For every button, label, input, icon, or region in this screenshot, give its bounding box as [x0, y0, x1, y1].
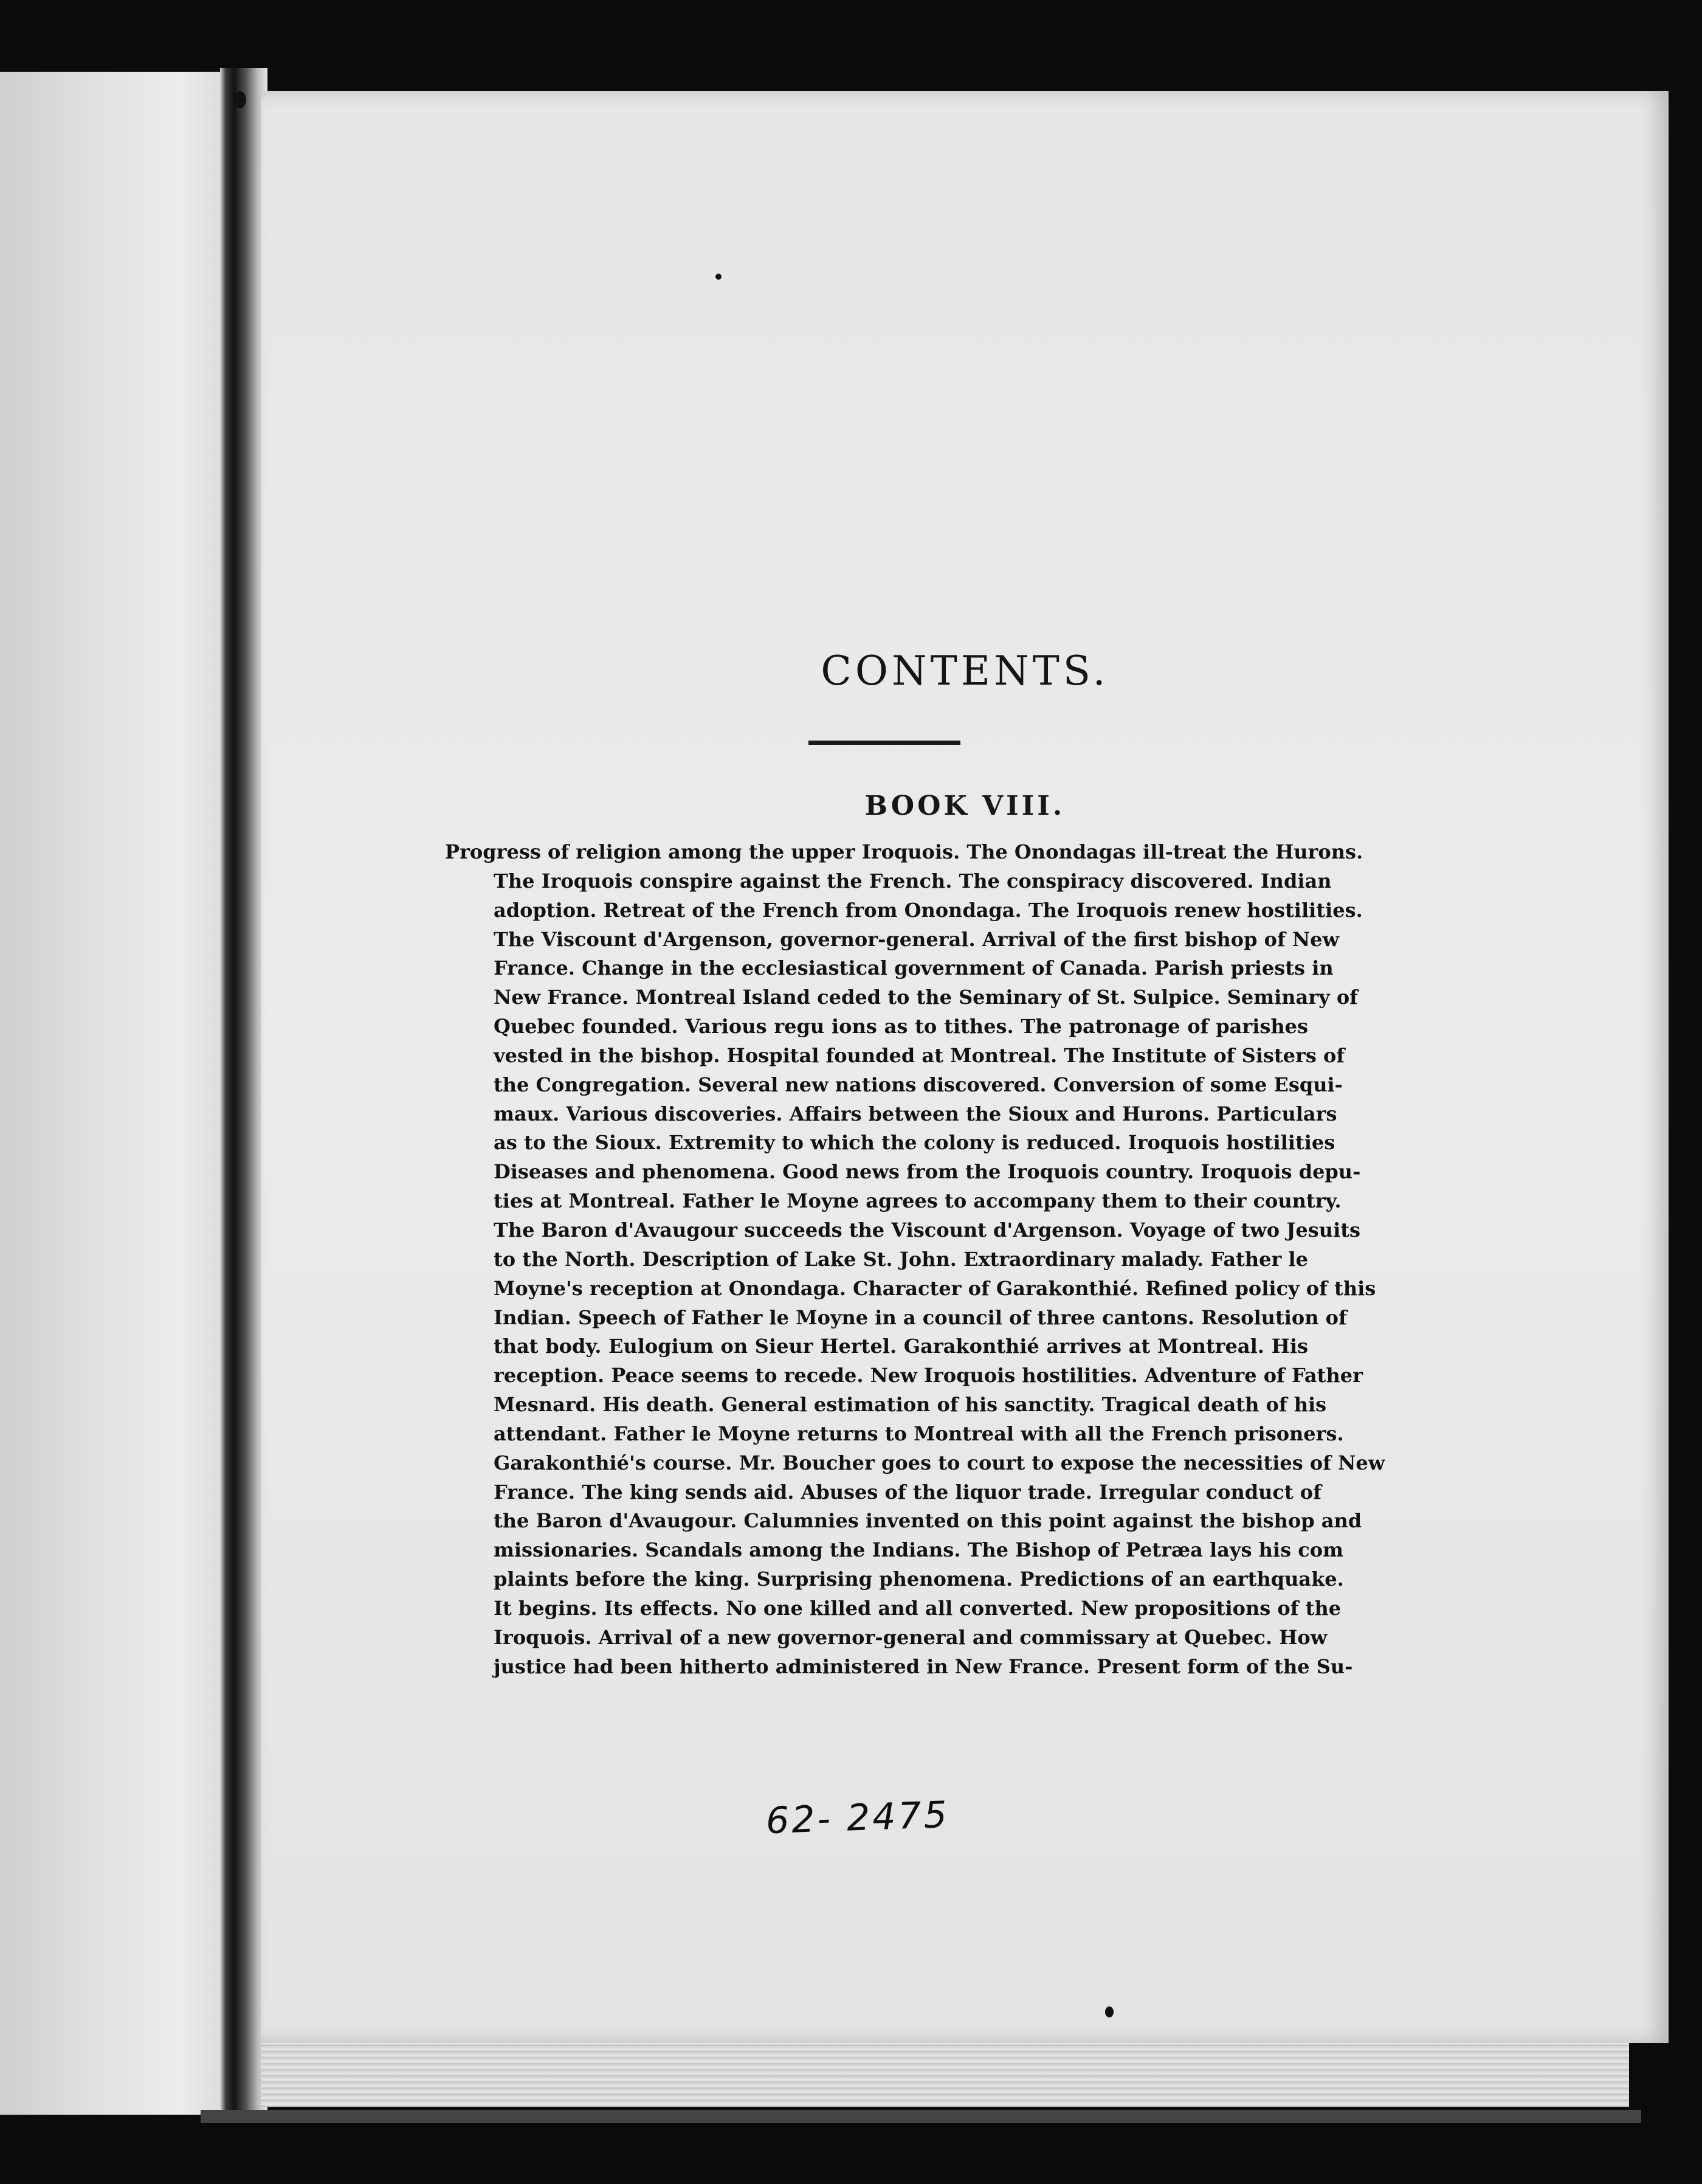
synopsis-line: missionaries. Scandals among the Indians. The Bishop of Petræa lays his com — [494, 1538, 1343, 1562]
ink-speck — [234, 91, 246, 108]
chapter-synopsis — [445, 838, 1385, 1681]
synopsis-line: ties at Montreal. Father le Moyne agrees to accompany them to their country. — [494, 1189, 1342, 1213]
ink-speck — [1105, 2006, 1114, 2017]
synopsis-line: as to the Sioux. Extremity to which the colony is reduced. Iroquois hostilities — [494, 1131, 1335, 1155]
synopsis-line: Diseases and phenomena. Good news from the Iroquois country. Iroquois depu- — [494, 1160, 1361, 1184]
synopsis-line: maux. Various discoveries. Affairs between the Sioux and Hurons. Particulars — [494, 1102, 1337, 1125]
book-bottom-edge — [201, 2110, 1641, 2123]
synopsis-line: plaints before the king. Surprising phenomena. Predictions of an earthquake. — [494, 1567, 1344, 1591]
synopsis-line: Moyne's reception at Onondaga. Character of Garakonthié. Refined policy of this — [494, 1276, 1376, 1300]
synopsis-line: justice had been hitherto administered in New France. Present form of the Su- — [494, 1654, 1353, 1678]
synopsis-line: The Viscount d'Argenson, governor-general. Arrival of the first bishop of New — [494, 927, 1339, 951]
synopsis-line: attendant. Father le Moyne returns to Montreal with all the French prisoners. — [494, 1422, 1344, 1445]
handwritten-catalog-number: 62- 2475 — [765, 1793, 950, 1843]
synopsis-line: France. The king sends aid. Abuses of the liquor trade. Irregular conduct of — [494, 1480, 1321, 1504]
synopsis-line: the Baron d'Avaugour. Calumnies invented on this point against the bishop and — [494, 1509, 1362, 1533]
synopsis-line: Indian. Speech of Father le Moyne in a council of three cantons. Resolution of — [494, 1305, 1347, 1329]
synopsis-line: Quebec founded. Various regu ions as to tithes. The patronage of parishes — [494, 1015, 1308, 1038]
page-stack-edge — [261, 2040, 1629, 2107]
title-rule — [808, 741, 960, 745]
synopsis-line: adoption. Retreat of the French from Onondaga. The Iroquois renew hostilities. — [494, 898, 1363, 922]
book-heading: BOOK VIII. — [864, 790, 1066, 821]
synopsis-line: to the North. Description of Lake St. John. Extraordinary malady. Father le — [494, 1247, 1308, 1271]
left-page — [0, 72, 226, 2115]
ink-speck — [715, 274, 722, 280]
synopsis-line: It begins. Its effects. No one killed and all converted. New propositions of the — [494, 1596, 1342, 1620]
synopsis-line: Progress of religion among the upper Iroquois. The Onondagas ill-treat the Hurons. — [445, 840, 1363, 863]
synopsis-line: The Baron d'Avaugour succeeds the Viscount d'Argenson. Voyage of two Jesuits — [494, 1218, 1361, 1242]
right-page — [261, 91, 1669, 2043]
synopsis-line: The Iroquois conspire against the French. The conspiracy discovered. Indian — [494, 869, 1332, 893]
synopsis-line: reception. Peace seems to recede. New Iroquois hostilities. Adventure of Father — [494, 1364, 1363, 1387]
synopsis-line: vested in the bishop. Hospital founded at Montreal. The Institute of Sisters of — [494, 1043, 1345, 1067]
synopsis-line: Iroquois. Arrival of a new governor-general and commissary at Quebec. How — [494, 1625, 1328, 1649]
synopsis-line: Mesnard. His death. General estimation of his sanctity. Tragical death of his — [494, 1393, 1327, 1417]
synopsis-line: that body. Eulogium on Sieur Hertel. Garakonthié arrives at Montreal. His — [494, 1335, 1308, 1358]
book-binding — [220, 68, 267, 2123]
synopsis-line: France. Change in the ecclesiastical government of Canada. Parish priests in — [494, 956, 1334, 980]
page-title: CONTENTS. — [821, 648, 1109, 694]
synopsis-line: New France. Montreal Island ceded to the Seminary of St. Sulpice. Seminary of — [494, 986, 1358, 1009]
synopsis-line: Garakonthié's course. Mr. Boucher goes to court to expose the necessities of New — [494, 1451, 1385, 1474]
synopsis-line: the Congregation. Several new nations discovered. Conversion of some Esqui- — [494, 1073, 1343, 1096]
